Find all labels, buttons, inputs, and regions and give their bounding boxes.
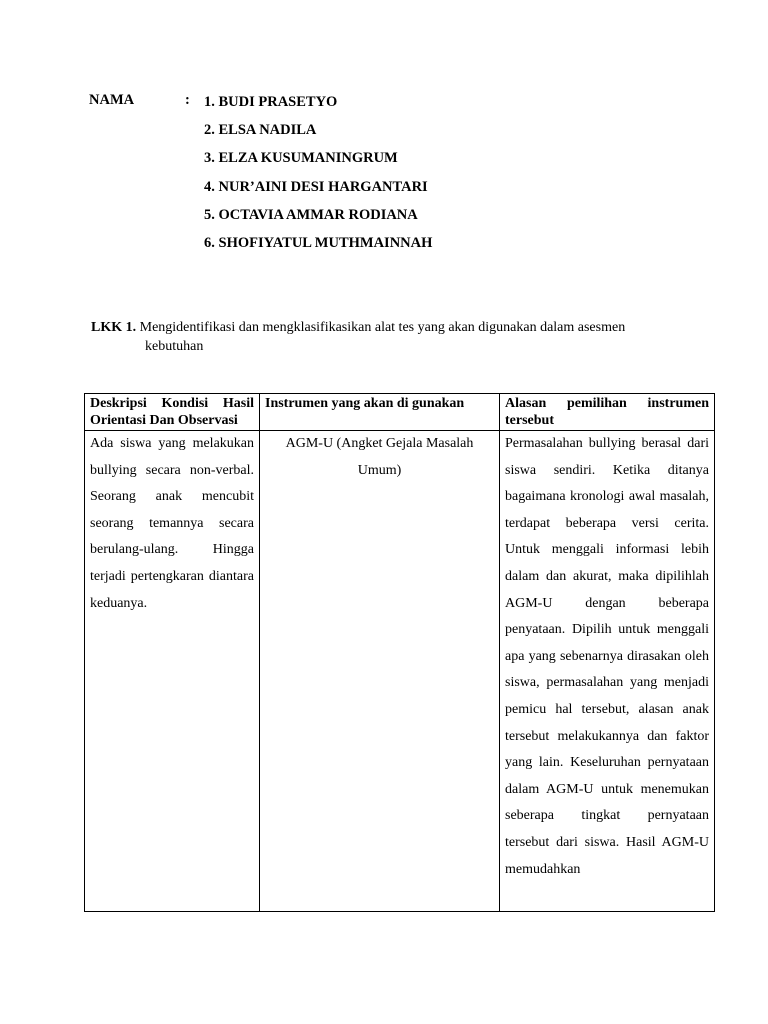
- lkk-instruction: [91, 318, 713, 356]
- lkk-text-line-1: Mengidentifikasi dan mengklasifikasikan alat tes yang akan digunakan dalam asesmen: [139, 320, 626, 335]
- cell-alasan: Permasalahan bullying berasal dari siswa sendiri. Ketika ditanya bagaimana kronologi awal masalah, terdapat beberapa versi cerita. Untuk menggali informasi lebih dalam dan akurat, maka dipilihlah AGM-U dengan beberapa penyataan. Dipilih untuk menggali apa yang sebenarnya dirasakan oleh siswa, permasalahan yang menjadi pemicu hal tersebut, alasan anak tersebut melakukannya dan faktor yang lain. Keseluruhan pernyataan dalam AGM-U untuk menemukan seberapa tingkat pernyataan tersebut dari siswa. Hasil AGM-U memudahkan: [500, 431, 715, 912]
- nama-label: NAMA: [89, 92, 135, 108]
- header-instrumen: Instrumen yang akan di gunakan: [260, 394, 500, 431]
- nama-colon: :: [185, 92, 190, 108]
- member-name: 4. NUR’AINI DESI HARGANTARI: [204, 178, 428, 195]
- cell-deskripsi: Ada siswa yang melakukan bullying secara non-verbal. Seorang anak mencubit seorang temannya secara berulang-ulang. Hingga terjadi pertengkaran diantara keduanya.: [85, 431, 260, 912]
- member-list: [204, 92, 432, 261]
- header-deskripsi: Deskripsi Kondisi Hasil Orientasi Dan Observasi: [85, 394, 260, 431]
- member-name: 1. BUDI PRASETYO: [204, 94, 338, 110]
- lkk-label: LKK 1.: [91, 320, 137, 335]
- table-header-row: [85, 394, 715, 431]
- header-alasan: Alasan pemilihan instrumen tersebut: [500, 394, 715, 431]
- member-name: 5. OCTAVIA AMMAR RODIANA: [204, 206, 418, 223]
- lkk-line-1: [91, 318, 713, 337]
- instrument-table: [84, 393, 715, 912]
- cell-instrumen: AGM-U (Angket Gejala Masalah Umum): [260, 431, 500, 912]
- member-name: 6. SHOFIYATUL MUTHMAINNAH: [204, 234, 433, 251]
- table-row: [85, 431, 715, 912]
- lkk-text-line-2: kebutuhan: [145, 339, 204, 354]
- member-name: 2. ELSA NADILA: [204, 122, 317, 139]
- member-name: 3. ELZA KUSUMANINGRUM: [204, 150, 398, 167]
